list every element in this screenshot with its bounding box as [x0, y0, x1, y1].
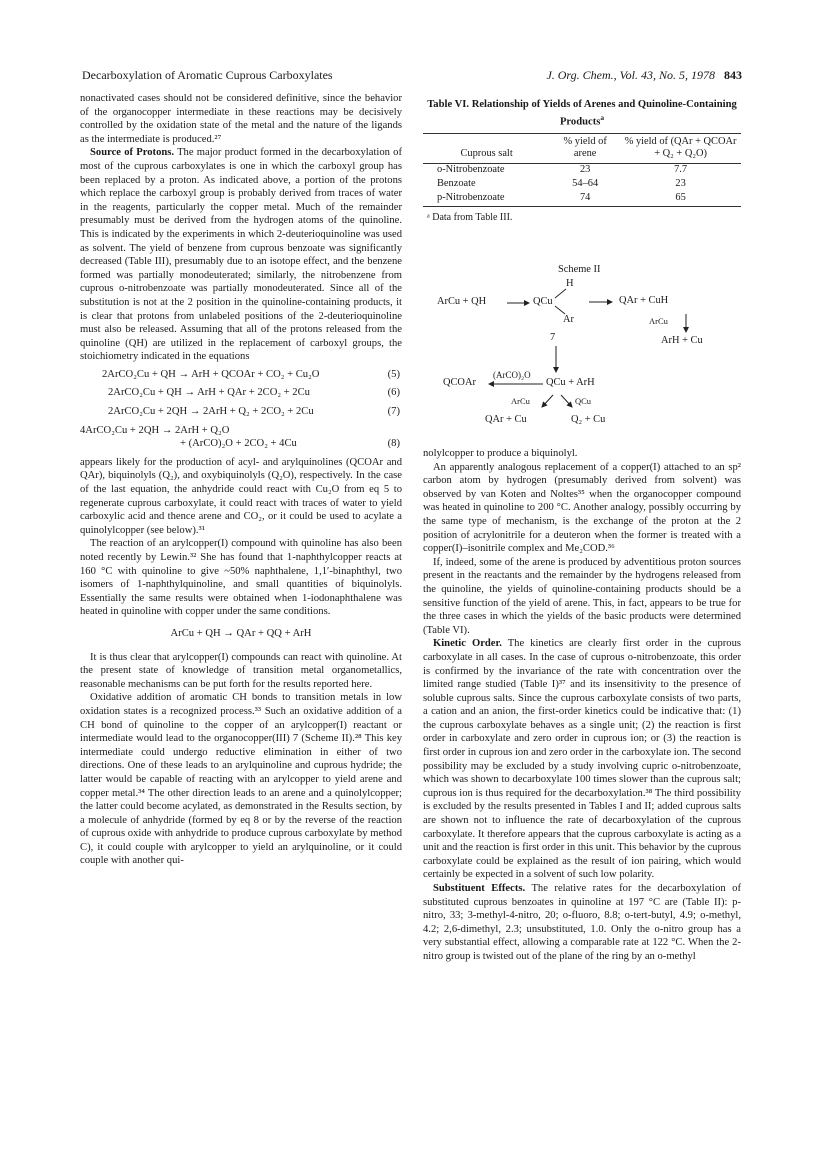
column-header: % yield of (QAr + QCOAr + Q₂ + Q₂O) — [624, 135, 737, 159]
column-header: % yield of arene — [563, 135, 607, 159]
section-heading: Kinetic Order. — [433, 638, 502, 650]
scheme-ii — [423, 262, 741, 442]
paragraph: An apparently analogous replacement of a copper(I) attached to an sp² carbon atom by hydrogen (presumably derived from solvent) was observed by van Koten and Noltes³⁵ when the organocopper compound was heated in quinoline to 200 °C. Another analogy, possibly occurring by the same type of mechanism, is the exchange of the proton at the 2 position of acrylonitrile for a deuteron when the former is treated with a copper(I)–isonitrile complex and Me₂COD.³⁶ — [423, 461, 741, 555]
equation-5: 2ArCO₂Cu + QH → ArH + QCOAr + CO₂ + Cu₂O (5) — [102, 368, 400, 380]
scheme-label: ArH + Cu — [661, 335, 703, 346]
page-number: 843 — [724, 68, 742, 82]
equation-8: 4ArCO₂Cu + 2QH → 2ArH + Q₂O — [80, 424, 230, 436]
equation-7: 2ArCO₂Cu + 2QH → 2ArH + Q₂ + 2CO₂ + 2Cu (7) — [108, 406, 400, 418]
table-caption: Table VI. Relationship of Yields of Arenes and Quinoline-Containing Products$^a$ — [427, 99, 737, 128]
table-footnote: ᵃ Data from Table III. — [427, 211, 513, 223]
running-title: Decarboxylation of Aromatic Cuprous Carboxylates — [82, 68, 333, 82]
journal-name: J. Org. Chem., Vol. 43, No. 5, 1978 — [546, 68, 715, 82]
equation-arylcopper: ArCu + QH → QAr + QQ + ArH — [170, 627, 312, 639]
scheme-label: QAr + Cu — [485, 414, 527, 425]
scheme-label: ArCu — [649, 316, 668, 326]
paragraph: nolylcopper to produce a biquinolyl. — [423, 448, 578, 459]
scheme-label: QCOAr — [443, 377, 476, 388]
section-heading: Substituent Effects. — [433, 883, 526, 894]
paragraph: If, indeed, some of the arene is produced by adventitious proton sources present in the reactants and the remainder by the hydrogens released from the quinoline, the yields of quinoline-containing products should be a sensitive function of the yield of arene. This, in fact, appears to be true for the three cases in which the yields of the basic products were determined (Table VI). — [423, 556, 741, 636]
paragraph-substituent-effects — [423, 882, 741, 964]
paragraph: nonactivated cases should not be considered definitive, since the behavior of the organocopper intermediate in these reactions may be decisively controlled by the oxidation state of the metal and the nature of the ligands as the intermediate is produced.²⁷ — [80, 93, 402, 145]
paragraph: appears likely for the production of acyl- and arylquinolines (QCOAr and QAr), biquinolyls (Q₂), and oxybiquinolyls (Q₂O), respectively. In the case of the last equation, the anhydride could react with Cu₂O from eq 5 to regenerate cuprous carboxylate, it could react with traces of water to yield carboxylic acid and thence arene and CO₂, or it could be used to acylate a quinolylcopper (see below).³¹ — [80, 456, 402, 536]
scheme-title: Scheme II — [558, 264, 601, 275]
paragraph-source-of-protons — [80, 146, 402, 364]
scheme-label: Q₂ + Cu — [571, 414, 606, 425]
scheme-label: (ArCO)₂O — [493, 370, 531, 380]
paragraph: Oxidative addition of aromatic CH bonds to transition metals in low oxidation states is a recognized process.³³ Such an oxidative addition of a CH bond of quinoline to the copper of an arylcopper(I) reactant or intermediate would lead to the organocopper(III) 7 (Scheme II).²⁸ This key intermediate could undergo reductive elimination in either of two directions. One of these leads to an arylquinoline and cuprous hydride; the latter would be capable of reacting with an arylcopper to yield arene and copper metal.³⁴ The other direction leads to an arene and a quinolylcopper; the latter could become acylated, as demonstrated in the Results section, by a molecule of anhydride (formed by eq 8 or by the reverse of the reaction of cuprous oxide with anhydride to produce cuprous carboxylate by method C), it could couple with arylcopper to yield an arylquinoline, or it could couple with another qui- — [80, 692, 402, 867]
column-header: Cuprous salt — [460, 147, 513, 159]
table-row: Benzoate 54–64 23 — [437, 178, 686, 190]
scheme-label: Ar — [563, 314, 574, 325]
table-row: p-Nitrobenzoate 74 65 — [423, 191, 741, 206]
scheme-label: ArCu + QH — [437, 296, 487, 307]
left-column — [80, 92, 402, 868]
paragraph-text: The major product formed in the decarboxylation of most of the cuprous carboxylates is one in which the carboxyl group has been replaced by a proton. As indicated above, a portion of the protons which replace the carboxyl group is probably derived from traces of water in the reagents, particularly the copper metal. Much of the remainder presumably must be derived from the hydrogen atoms of the quinoline. This is indicated by the experiments in which 2-deuterioquinoline was used as solvent. The yield of benzene from cuprous benzoate was significantly decreased (Table III), presumably due to an isotope effect, and the benzene formed was partially monodeuterated; similarly, the nitrobenzene from cuprous o-nitrobenzoate was partially monodeuterated. Since all of the substitution is not at the 2 position in the quinoline-containing products, it is clear that protons from unlabeled positions of the 2-deuterioquinoline must also be released. Assuming that all of the protons released from the quinoline (QH) are utilized in the replacement of carboxyl groups, the stoichiometry indicated in the equations — [80, 147, 402, 363]
paragraph: The reaction of an arylcopper(I) compound with quinoline has also been noted recently by Lewin.³² She has found that 1-naphthylcopper reacts at 160 °C with quinoline to give ~50% naphthalene, 1,1′-binaphthyl, two isomers of 1-naphthylquinoline, and small quantities of biquinolyls. Essentially the same results were obtained when 1-iodonaphthalene was heated in quinoline with copper under the same conditions. — [80, 538, 402, 618]
scheme-label: 7 — [550, 332, 556, 343]
equation-8-continued: + (ArCO)₂O + 2CO₂ + 4Cu (8) — [180, 438, 400, 450]
scheme-label: ArCu — [511, 396, 530, 406]
table-vi — [423, 98, 741, 223]
paragraph: It is thus clear that arylcopper(I) compounds can react with quinoline. At the present state of knowledge of transition metal organometallics, reasonable mechanisms can be put forth for the results reported here. — [80, 651, 402, 690]
paragraph-text: The kinetics are clearly first order in the cuprous carboxylate in all cases. In the case of cuprous o-nitrobenzoate, this order is confirmed by the invariance of the rate with concentration over the limited range studied (Table I)³⁷ and its insensitivity to the presence of soluble cuprous salts. Since the cuprous carboxylate consists of two parts, a cation and an anion, the first-order kinetics could be indicative that: (1) the cuprous carboxylate behaves as a single unit; (2) the reaction is first order in carboxylate and zero order in cuprous ion; or (3) the reaction is first order in cuprous ion and zero order in the carboxylate ion. The second possibility may be excluded by a study involving cupric o-nitrobenzoate, which was shown to decarboxylate 100 times slower than the cuprous salt; cuprous ion is thus required for the decarboxylation.³⁸ The third possibility is excluded by the results presented in Tables I and II; added cuprous salts are shown not to influence the rate of decarboxylation of the cuprous carboxylate. It therefore appears that the cuprous carboxylate is acting as a unit and the reaction is first order in this unit. This behavior by the cuprous carboxylate could be explained as the result of ion pairing, which would certainly be expected in a solvent of such low polarity. — [423, 638, 741, 881]
equation-6: 2ArCO₂Cu + QH → ArH + QAr + 2CO₂ + 2Cu (6) — [108, 387, 400, 399]
scheme-label: QCu — [575, 396, 592, 406]
paragraph-kinetic-order — [423, 637, 741, 882]
scheme-label: QCu + ArH — [546, 377, 595, 388]
scheme-label: H — [566, 278, 574, 289]
scheme-label: QAr + CuH — [619, 295, 669, 306]
table-row: o-Nitrobenzoate 23 7.7 — [437, 164, 688, 176]
scheme-label: QCu — [533, 296, 553, 307]
journal-citation — [546, 68, 742, 83]
data-table — [423, 133, 741, 207]
section-heading: Source of Protons. — [90, 147, 175, 159]
right-column — [423, 447, 741, 964]
paragraph-text: The relative rates for the decarboxylation of substituted cuprous benzoates in quinoline at 197 °C are (Table II): p-nitro, 33; 3-methyl-4-nitro, 20; o-fluoro, 8.8; o-tert-butyl, 4.9; o-methyl, 4.2; 2,6-dimethyl, 2.3; unsubstituted, 1.0. Only the o-nitro group has a very substantial effect, allowing a comparable rate at 122 °C. When the 2-nitro group is twisted out of the plane of the ring by an o-methyl — [423, 883, 741, 962]
